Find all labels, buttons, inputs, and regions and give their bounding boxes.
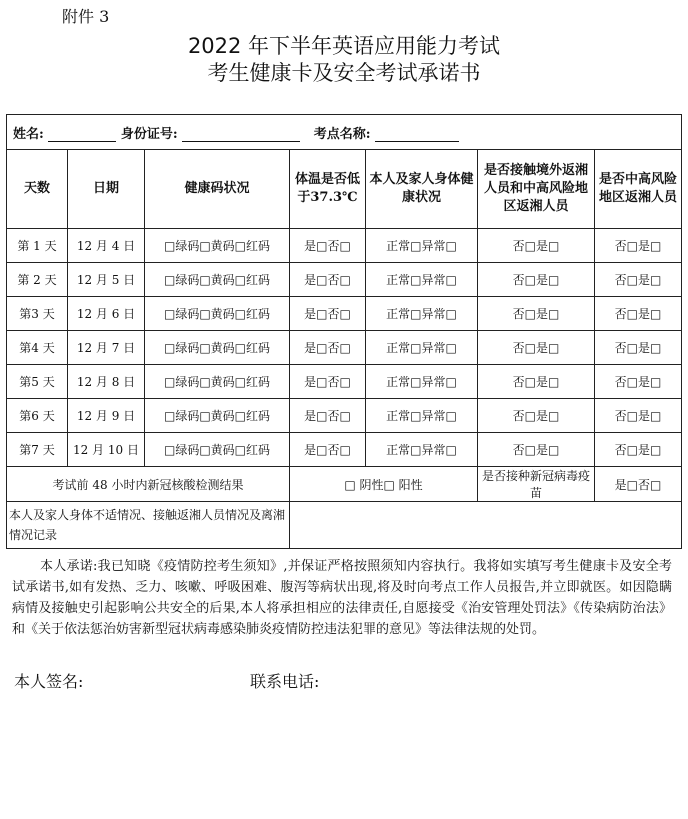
row-family-health[interactable]: 正常□异常□ <box>366 331 478 365</box>
row-risk-area[interactable]: 否□是□ <box>595 229 682 263</box>
row-risk-area[interactable]: 否□是□ <box>595 263 682 297</box>
site-field[interactable] <box>375 127 459 142</box>
signature-label: 本人签名: <box>14 672 84 691</box>
row-risk-area[interactable]: 否□是□ <box>595 433 682 467</box>
row-health-code[interactable]: □绿码□黄码□红码 <box>145 399 290 433</box>
row-risk-area[interactable]: 否□是□ <box>595 297 682 331</box>
row-day: 第6 天 <box>7 399 68 433</box>
id-field[interactable] <box>182 127 300 142</box>
record-label: 本人及家人身体不适情况、接触返湘人员情况及离湘情况记录 <box>7 502 290 549</box>
row-temperature[interactable]: 是□否□ <box>290 331 366 365</box>
row-abroad-contact[interactable]: 否□是□ <box>478 433 595 467</box>
row-risk-area[interactable]: 否□是□ <box>595 365 682 399</box>
row-abroad-contact[interactable]: 否□是□ <box>478 365 595 399</box>
row-family-health[interactable]: 正常□异常□ <box>366 433 478 467</box>
header-risk-area: 是否中高风险地区返湘人员 <box>595 150 682 229</box>
nucleic-options[interactable]: □ 阴性□ 阳性 <box>290 467 478 502</box>
page-subtitle: 考生健康卡及安全考试承诺书 <box>207 61 481 85</box>
promise-statement: 本人承诺:我已知晓《疫情防控考生须知》,并保证严格按照须知内容执行。我将如实填写考生健康卡及安全考试承诺书,如有发热、乏力、咳嗽、呼吸困难、腹泻等病状出现,将及时向考点工作人员报告,并立即就医。如因隐瞒病情及接触史引起影响公共安全的后果,本人将承担相应的法律责任,自愿接受《治安管理处罚法》《传染病防治法》和《关于依法惩治妨害新型冠状病毒感染肺炎疫情防控违法犯罪的意见》等法律法规的处罚。 <box>12 559 672 637</box>
row-day: 第 1 天 <box>7 229 68 263</box>
row-abroad-contact[interactable]: 否□是□ <box>478 399 595 433</box>
header-temperature: 体温是否低于37.3℃ <box>290 150 366 229</box>
table-row <box>7 365 682 399</box>
row-family-health[interactable]: 正常□异常□ <box>366 263 478 297</box>
row-risk-area[interactable]: 否□是□ <box>595 331 682 365</box>
table-row <box>7 331 682 365</box>
row-day: 第5 天 <box>7 365 68 399</box>
row-health-code[interactable]: □绿码□黄码□红码 <box>145 365 290 399</box>
header-health-code: 健康码状况 <box>145 150 290 229</box>
id-label: 身份证号: <box>120 126 178 142</box>
row-family-health[interactable]: 正常□异常□ <box>366 229 478 263</box>
row-temperature[interactable]: 是□否□ <box>290 297 366 331</box>
page-title: 2022 年下半年英语应用能力考试 <box>187 34 501 58</box>
site-label: 考点名称: <box>313 126 371 142</box>
row-temperature[interactable]: 是□否□ <box>290 365 366 399</box>
record-field[interactable] <box>290 502 682 549</box>
info-row <box>7 115 682 150</box>
row-health-code[interactable]: □绿码□黄码□红码 <box>145 433 290 467</box>
phone-label: 联系电话: <box>250 672 320 691</box>
row-day: 第4 天 <box>7 331 68 365</box>
row-date: 12 月 4 日 <box>68 229 145 263</box>
row-abroad-contact[interactable]: 否□是□ <box>478 297 595 331</box>
row-family-health[interactable]: 正常□异常□ <box>366 297 478 331</box>
row-health-code[interactable]: □绿码□黄码□红码 <box>145 331 290 365</box>
attachment-label: 附件 3 <box>62 7 110 26</box>
row-abroad-contact[interactable]: 否□是□ <box>478 229 595 263</box>
table-row <box>7 399 682 433</box>
nucleic-label: 考试前 48 小时内新冠核酸检测结果 <box>7 467 290 502</box>
health-card-table <box>6 114 682 549</box>
vaccine-label: 是否接种新冠病毒疫苗 <box>478 467 595 502</box>
row-date: 12 月 9 日 <box>68 399 145 433</box>
header-day: 天数 <box>7 150 68 229</box>
row-health-code[interactable]: □绿码□黄码□红码 <box>145 229 290 263</box>
row-family-health[interactable]: 正常□异常□ <box>366 399 478 433</box>
name-label: 姓名: <box>13 126 44 142</box>
row-temperature[interactable]: 是□否□ <box>290 433 366 467</box>
row-day: 第 2 天 <box>7 263 68 297</box>
header-date: 日期 <box>68 150 145 229</box>
row-abroad-contact[interactable]: 否□是□ <box>478 263 595 297</box>
row-family-health[interactable]: 正常□异常□ <box>366 365 478 399</box>
row-abroad-contact[interactable]: 否□是□ <box>478 331 595 365</box>
row-day: 第3 天 <box>7 297 68 331</box>
row-temperature[interactable]: 是□否□ <box>290 263 366 297</box>
row-temperature[interactable]: 是□否□ <box>290 229 366 263</box>
row-date: 12 月 8 日 <box>68 365 145 399</box>
row-temperature[interactable]: 是□否□ <box>290 399 366 433</box>
table-row <box>7 263 682 297</box>
row-risk-area[interactable]: 否□是□ <box>595 399 682 433</box>
table-row <box>7 297 682 331</box>
vaccine-options[interactable]: 是□否□ <box>595 467 682 502</box>
row-date: 12 月 10 日 <box>68 433 145 467</box>
name-field[interactable] <box>48 127 116 142</box>
row-day: 第7 天 <box>7 433 68 467</box>
table-row <box>7 229 682 263</box>
row-health-code[interactable]: □绿码□黄码□红码 <box>145 297 290 331</box>
row-date: 12 月 6 日 <box>68 297 145 331</box>
row-date: 12 月 7 日 <box>68 331 145 365</box>
row-health-code[interactable]: □绿码□黄码□红码 <box>145 263 290 297</box>
header-abroad-contact: 是否接触境外返湘人员和中高风险地区返湘人员 <box>478 150 595 229</box>
header-family-health: 本人及家人身体健康状况 <box>366 150 478 229</box>
table-row <box>7 433 682 467</box>
row-date: 12 月 5 日 <box>68 263 145 297</box>
